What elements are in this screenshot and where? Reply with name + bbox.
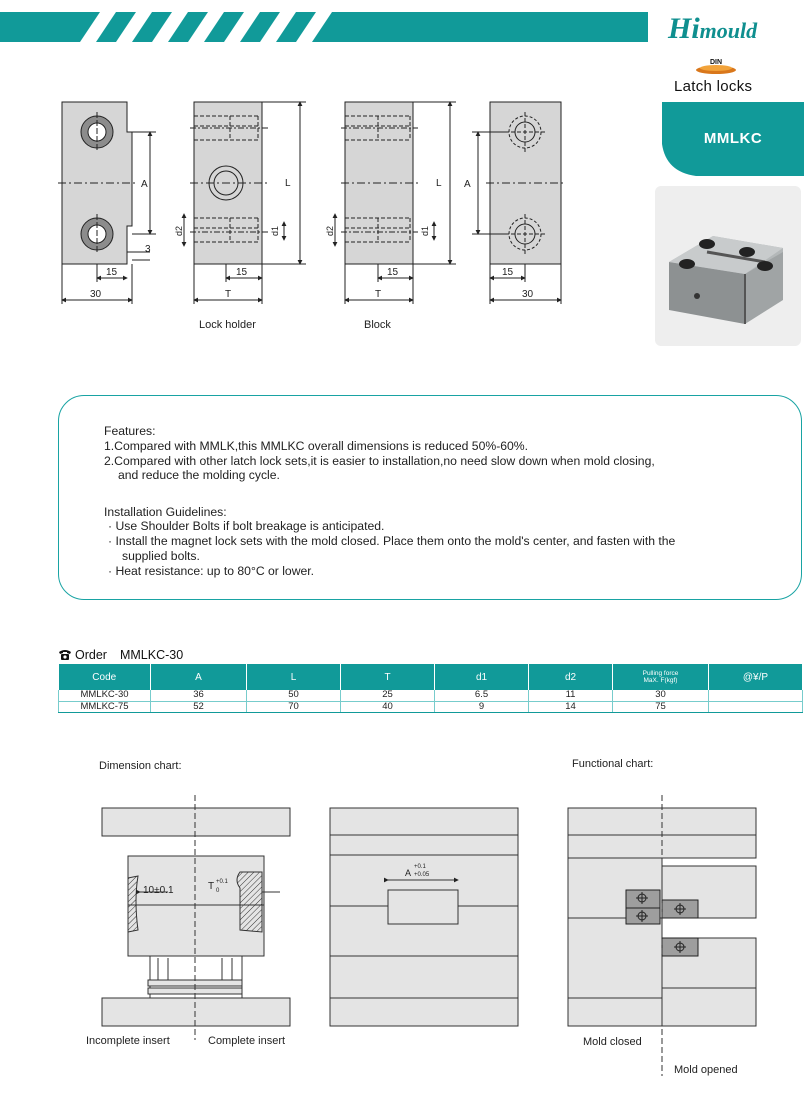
cell-force: 75 [613, 701, 709, 712]
cell-d2: 11 [529, 690, 613, 701]
dim-label-15: 15 [387, 267, 399, 278]
order-line [58, 648, 183, 662]
dim-label-a: A [141, 179, 148, 190]
cell-t: 25 [341, 690, 435, 701]
caption-complete-insert: Complete insert [208, 1035, 286, 1047]
phone-icon [58, 649, 72, 661]
feature-item: and reduce the molding cycle. [118, 468, 280, 482]
dim-label-t: T [375, 289, 382, 300]
model-title: MMLKC [703, 130, 763, 147]
tolerance-a-upper: +0.1 [414, 864, 426, 870]
table-row [59, 701, 803, 712]
cell-code: MMLKC-75 [59, 701, 151, 712]
cell-price [709, 701, 803, 712]
cell-l: 50 [247, 690, 341, 701]
tolerance-t-lower: 0 [216, 888, 220, 894]
functional-chart-title: Functional chart: [572, 758, 654, 770]
installation-heading: Installation Guidelines: [104, 505, 227, 519]
cell-l: 70 [247, 701, 341, 712]
din-badge-label: DIN [709, 59, 723, 66]
dim-label-l: L [436, 178, 442, 189]
dim-label-15: 15 [106, 267, 118, 278]
cell-d1: 6.5 [435, 690, 529, 701]
cell-a: 52 [151, 701, 247, 712]
col-header-a: A [151, 664, 247, 690]
mold-charts [0, 750, 812, 1090]
cell-d2: 14 [529, 701, 613, 712]
feature-item: 1.Compared with MMLK,this MMLKC overall dimensions is reduced 50%-60%. [104, 439, 529, 453]
category-title: Latch locks [674, 78, 753, 95]
dim-label-l: L [285, 178, 291, 189]
product-photo [655, 186, 801, 346]
caption-lock-holder: Lock holder [199, 319, 256, 331]
dim-label-15: 15 [502, 267, 514, 278]
technical-drawings [0, 95, 650, 340]
order-label: Order [75, 648, 107, 662]
cell-force: 30 [613, 690, 709, 701]
features-heading: Features: [104, 424, 156, 438]
dim-label-d1: d1 [420, 225, 430, 236]
dim-label-d1: d1 [270, 225, 280, 236]
cell-code: MMLKC-30 [59, 690, 151, 701]
order-model: MMLKC-30 [119, 648, 184, 662]
dim-label-d2: d2 [325, 225, 335, 236]
installation-item: · Heat resistance: up to 80°C or lower. [108, 564, 315, 578]
tolerance-a-lower: +0.05 [414, 872, 430, 878]
dim-label-d2: d2 [174, 225, 184, 236]
caption-mold-closed: Mold closed [583, 1036, 642, 1048]
feature-item: 2.Compared with other latch lock sets,it is easier to installation,no need slow down when mold closing, [104, 454, 655, 468]
caption-block: Block [364, 319, 391, 331]
dim-label-15: 15 [236, 267, 248, 278]
dim-label-3: 3 [145, 244, 151, 255]
caption-incomplete-insert: Incomplete insert [86, 1035, 170, 1047]
tolerance-a: A [405, 868, 412, 878]
col-header-l: L [247, 664, 341, 690]
dim-label-30: 30 [522, 289, 534, 300]
brand-logo: Himould [668, 12, 758, 45]
tolerance-t-upper: +0.1 [216, 879, 228, 885]
col-header-t: T [341, 664, 435, 690]
spec-table [58, 664, 803, 713]
dimension-chart-title: Dimension chart: [99, 760, 182, 772]
cell-t: 40 [341, 701, 435, 712]
tolerance-10: 10±0.1 [143, 885, 174, 896]
dim-label-30: 30 [90, 289, 102, 300]
dim-label-t: T [225, 289, 232, 300]
table-header-row [59, 664, 803, 690]
col-header-d2: d2 [529, 664, 613, 690]
col-header-price: @¥/P [709, 664, 803, 690]
col-header-pulling-force: Pulling force MaX. F(kgf) [613, 664, 709, 690]
cell-price [709, 690, 803, 701]
col-header-d1: d1 [435, 664, 529, 690]
caption-mold-opened: Mold opened [674, 1064, 738, 1076]
dim-label-a: A [464, 179, 471, 190]
col-header-code: Code [59, 664, 151, 690]
table-row [59, 690, 803, 701]
tolerance-t: T [208, 881, 215, 892]
installation-item: supplied bolts. [122, 549, 200, 563]
cell-a: 36 [151, 690, 247, 701]
installation-item: · Use Shoulder Bolts if bolt breakage is anticipated. [108, 519, 385, 533]
cell-d1: 9 [435, 701, 529, 712]
installation-item: · Install the magnet lock sets with the mold closed. Place them onto the mold's center, and fasten with the [108, 534, 676, 548]
